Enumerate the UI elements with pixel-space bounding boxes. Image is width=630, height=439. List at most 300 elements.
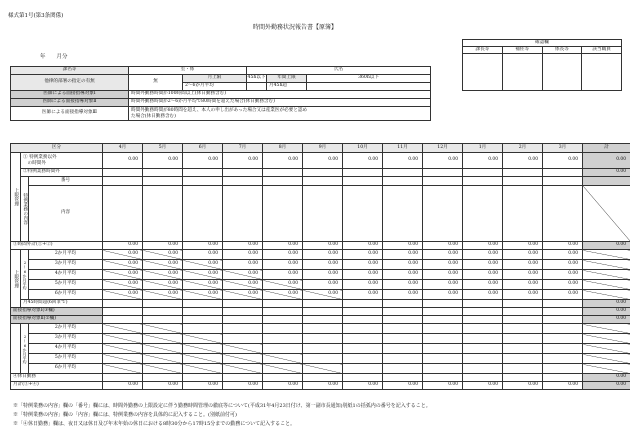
value-cell[interactable] [143,300,183,308]
value-cell[interactable] [263,364,303,374]
value-cell[interactable] [143,364,183,374]
value-cell[interactable] [463,354,503,364]
value-cell[interactable]: 0.00 [383,382,423,390]
value-cell[interactable] [223,374,263,382]
value-cell[interactable]: 0.00 [303,290,343,300]
approval-cell[interactable] [502,54,542,91]
value-cell[interactable] [343,334,383,344]
value-cell[interactable]: 0.00 [303,270,343,280]
value-cell[interactable] [263,374,303,382]
value-cell[interactable]: 0.00 [343,260,383,270]
value-cell[interactable]: 0.00 [543,250,583,260]
row4-label: ④休日勤務 [11,374,103,382]
value-cell[interactable] [143,344,183,354]
value-cell[interactable] [183,324,223,334]
value-cell[interactable]: 0.00 [503,280,543,290]
value-cell[interactable]: 0.00 [183,242,223,250]
value-cell[interactable] [103,186,143,242]
value-cell[interactable]: 0.00 [143,270,183,280]
value-cell[interactable] [183,316,223,324]
value-cell[interactable] [503,308,543,316]
value-cell[interactable]: 0.00 [103,290,143,300]
value-cell[interactable]: 0.00 [263,153,303,169]
note-1: ※「特例業務の内容」欄の「番号」欄には、時間外勤務の上限設定に伴う勤務時間管理の徹底等について(平成31年4月23日付け、第一副市長通知)別紙1の括弧内の番号を記入すること。 [13,403,431,409]
avg-row-label: 3か月平均 [29,334,103,344]
value-cell[interactable]: 0.00 [303,280,343,290]
value-cell[interactable] [223,316,263,324]
value-cell[interactable]: 0.00 [183,280,223,290]
value-cell[interactable] [143,186,183,242]
value-cell[interactable]: 0.00 [503,242,543,250]
value-cell[interactable] [463,364,503,374]
value-cell[interactable] [543,354,583,364]
value-cell[interactable]: 0.00 [543,382,583,390]
value-cell[interactable] [423,316,463,324]
avg-row-label: 2か月平均 [29,250,103,260]
value-cell[interactable]: 0.00 [343,242,383,250]
value-cell[interactable] [343,374,383,382]
value-cell[interactable] [223,186,263,242]
value-cell[interactable]: 0.00 [223,250,263,260]
value-cell[interactable] [543,186,583,242]
value-cell[interactable]: 0.00 [303,153,343,169]
value-cell[interactable] [503,374,543,382]
value-cell[interactable]: 0.00 [263,242,303,250]
value-cell[interactable] [383,308,423,316]
value-cell[interactable]: 0.00 [143,250,183,260]
value-cell[interactable] [423,169,463,177]
row1-label: ① 特例業務以外 の時間外 [21,153,103,169]
value-cell[interactable] [343,186,383,242]
value-cell[interactable] [583,177,630,186]
row2-label: ②特例業務時間外 [21,169,103,177]
value-cell[interactable]: 0.00 [503,250,543,260]
note-3: ※「④休日勤務」欄は、夜日又は休日及び年末年始の休日における8時30分から17時15分までの勤務について記入すること。 [13,421,296,427]
value-cell[interactable]: 0.00 [223,242,263,250]
value-cell[interactable]: 0.00 [383,290,423,300]
value-cell[interactable] [583,364,630,374]
value-cell[interactable]: 0.00 [223,290,263,300]
value-cell[interactable] [103,177,143,186]
value-cell[interactable]: 0.00 [463,280,503,290]
value-cell[interactable] [223,308,263,316]
value-cell[interactable] [583,324,630,334]
upper-mgmt-label: 上限管理 [11,153,21,242]
value-cell[interactable]: 0.00 [583,382,630,390]
value-cell[interactable]: 0.00 [143,242,183,250]
value-cell[interactable]: 0.00 [423,250,463,260]
value-cell[interactable]: 0.00 [423,242,463,250]
value-cell[interactable] [343,308,383,316]
value-cell[interactable] [423,344,463,354]
value-cell[interactable] [383,316,423,324]
value-cell[interactable] [463,308,503,316]
value-cell[interactable]: 0.00 [383,260,423,270]
value-cell[interactable]: 0.00 [343,290,383,300]
value-cell[interactable]: 0.00 [383,242,423,250]
value-cell[interactable] [343,316,383,324]
value-cell[interactable] [303,308,343,316]
value-cell[interactable]: 0.00 [503,260,543,270]
value-cell[interactable] [183,334,223,344]
value-cell[interactable] [503,177,543,186]
value-cell[interactable] [543,316,583,324]
value-cell[interactable]: 0.00 [183,290,223,300]
value-cell[interactable] [103,364,143,374]
value-cell[interactable] [543,334,583,344]
approval-cell[interactable] [542,54,582,91]
value-cell[interactable] [303,169,343,177]
value-cell[interactable]: 0.00 [383,153,423,169]
value-cell[interactable] [423,374,463,382]
value-cell[interactable] [143,334,183,344]
value-cell[interactable]: 0.00 [543,270,583,280]
value-cell[interactable]: 0.00 [143,290,183,300]
value-cell[interactable] [463,316,503,324]
month-header: 5月 [143,144,183,153]
value-cell[interactable] [343,177,383,186]
value-cell[interactable]: 0.00 [143,153,183,169]
value-cell[interactable] [183,169,223,177]
value-cell[interactable]: 0.00 [303,242,343,250]
value-cell[interactable] [303,177,343,186]
value-cell[interactable] [383,344,423,354]
value-cell[interactable]: 0.00 [343,382,383,390]
annual-limit-label: 年間上限 [267,75,307,83]
value-cell[interactable]: 0.00 [463,242,503,250]
value-cell[interactable] [343,364,383,374]
value-cell[interactable] [263,324,303,334]
value-cell[interactable]: 0.00 [423,290,463,300]
year-month-label: 年 月分 [40,54,68,60]
value-cell[interactable] [503,344,543,354]
value-cell[interactable] [383,374,423,382]
value-cell[interactable] [463,324,503,334]
value-cell[interactable]: 0.00 [223,260,263,270]
value-cell[interactable] [183,364,223,374]
value-cell[interactable] [423,308,463,316]
value-cell[interactable]: 0.00 [103,280,143,290]
main-table [10,143,630,390]
value-cell[interactable] [223,300,263,308]
avg-row-label: 4か月平均 [29,270,103,280]
value-cell[interactable] [223,324,263,334]
value-cell[interactable] [383,364,423,374]
month-header: 8月 [263,144,303,153]
value-cell[interactable] [103,300,143,308]
value-cell[interactable] [143,308,183,316]
value-cell[interactable] [303,324,343,334]
month-header: 7月 [223,144,263,153]
value-cell[interactable] [543,364,583,374]
value-cell[interactable]: 0.00 [263,260,303,270]
value-cell[interactable]: 0.00 [183,270,223,280]
value-cell[interactable] [223,334,263,344]
value-cell[interactable]: 0.00 [543,153,583,169]
value-cell[interactable]: 0.00 [423,260,463,270]
value-cell[interactable] [183,308,223,316]
criteria-desc-3: 時間外勤務時間が80時間を超え、本人の申し出があった場合又は産業医が必要と認め た場合(休日勤務含む) [129,107,431,121]
value-cell[interactable]: 0.00 [463,250,503,260]
value-cell[interactable] [183,344,223,354]
value-cell[interactable]: 0.00 [183,153,223,169]
value-cell[interactable] [103,334,143,344]
value-cell[interactable]: 0.00 [423,153,463,169]
value-cell[interactable]: 0.00 [303,250,343,260]
value-cell[interactable] [103,324,143,334]
value-cell[interactable]: 0.00 [263,382,303,390]
value-cell[interactable] [143,354,183,364]
criteria-label-2: 医師による面接指導対象Ⅱ [11,99,129,107]
value-cell[interactable] [103,344,143,354]
month-header: 12月 [423,144,463,153]
value-cell[interactable]: 0.00 [103,250,143,260]
value-cell[interactable] [383,334,423,344]
value-cell[interactable] [423,186,463,242]
avg-label: 2～6か月平均 [183,83,247,91]
value-cell[interactable]: 0.00 [463,270,503,280]
blank [11,324,21,374]
value-cell[interactable]: 0.00 [463,260,503,270]
value-cell[interactable] [543,169,583,177]
value-cell[interactable] [263,344,303,354]
value-cell[interactable]: 0.00 [223,382,263,390]
value-cell[interactable]: 0.00 [183,250,223,260]
value-cell[interactable] [503,186,543,242]
value-cell[interactable]: 0.00 [143,280,183,290]
value-cell[interactable] [543,344,583,354]
value-cell[interactable] [223,354,263,364]
value-cell[interactable]: 0.00 [383,250,423,260]
value-cell[interactable]: 0.00 [583,153,630,169]
value-cell[interactable] [343,344,383,354]
value-cell[interactable]: 0.00 [343,280,383,290]
value-cell[interactable] [423,177,463,186]
value-cell[interactable] [103,316,143,324]
value-cell[interactable]: 0.00 [223,280,263,290]
value-cell[interactable] [143,374,183,382]
value-cell[interactable]: 0.00 [263,250,303,260]
value-cell[interactable] [183,354,223,364]
header-table [10,66,431,121]
value-cell[interactable] [103,308,143,316]
value-cell[interactable] [423,354,463,364]
value-cell[interactable] [463,300,503,308]
value-cell[interactable] [583,280,630,290]
value-cell[interactable] [183,300,223,308]
value-cell[interactable]: 0.00 [303,382,343,390]
value-cell[interactable] [423,334,463,344]
value-cell[interactable] [463,334,503,344]
value-cell[interactable] [503,316,543,324]
value-cell[interactable] [263,308,303,316]
value-cell[interactable]: 0.00 [463,153,503,169]
value-cell[interactable] [143,316,183,324]
value-cell[interactable]: 0.00 [463,290,503,300]
value-cell[interactable] [223,177,263,186]
value-cell[interactable]: 0.00 [143,260,183,270]
value-cell[interactable] [543,324,583,334]
value-cell[interactable] [263,354,303,364]
value-cell[interactable] [303,316,343,324]
value-cell[interactable]: 0.00 [583,300,630,308]
avg-row-label: 3か月平均 [29,260,103,270]
value-cell[interactable] [303,344,343,354]
value-cell[interactable]: 0.00 [583,316,630,324]
value-cell[interactable] [463,169,503,177]
value-cell[interactable] [583,290,630,300]
value-cell[interactable]: 0.00 [103,260,143,270]
approval-table [462,39,622,91]
value-cell[interactable] [343,169,383,177]
value-cell[interactable]: 0.00 [263,280,303,290]
value-cell[interactable] [303,374,343,382]
over45-label: 月45h超 [267,83,307,91]
value-cell[interactable] [303,300,343,308]
value-cell[interactable] [183,177,223,186]
value-cell[interactable] [423,364,463,374]
value-cell[interactable]: 0.00 [543,290,583,300]
value-cell[interactable] [463,177,503,186]
value-cell[interactable]: 0.00 [543,280,583,290]
value-cell[interactable] [583,270,630,280]
value-cell[interactable] [503,300,543,308]
value-cell[interactable] [103,169,143,177]
value-cell[interactable]: 0.00 [383,270,423,280]
value-cell[interactable]: 0.00 [103,270,143,280]
value-cell[interactable] [463,186,503,242]
value-cell[interactable]: 0.00 [383,280,423,290]
value-cell[interactable] [263,334,303,344]
month-header: 9月 [303,144,343,153]
blank [247,83,267,91]
value-cell[interactable]: 0.00 [183,382,223,390]
value-cell[interactable]: 0.00 [583,169,630,177]
value-cell[interactable] [583,250,630,260]
value-cell[interactable]: 0.00 [543,242,583,250]
value-cell[interactable] [503,354,543,364]
value-cell[interactable] [263,177,303,186]
value-cell[interactable] [263,316,303,324]
value-cell[interactable]: 0.00 [423,382,463,390]
form-label: 様式第1号(第3条関係) [8,13,64,19]
value-cell[interactable] [543,177,583,186]
value-cell[interactable] [503,364,543,374]
approval-col: 補佐等 [502,47,542,54]
value-cell[interactable] [263,300,303,308]
value-cell[interactable]: 0.00 [583,242,630,250]
value-cell[interactable]: 0.00 [503,153,543,169]
value-cell[interactable] [143,169,183,177]
value-cell[interactable] [583,344,630,354]
value-cell[interactable] [383,324,423,334]
value-cell[interactable]: 0.00 [343,153,383,169]
value-cell[interactable] [383,186,423,242]
value-cell[interactable] [343,354,383,364]
value-cell[interactable]: 0.00 [343,270,383,280]
value-cell[interactable] [583,186,630,242]
value-cell[interactable] [583,354,630,364]
value-cell[interactable]: 0.00 [423,280,463,290]
value-cell[interactable]: 0.00 [303,260,343,270]
value-cell[interactable] [343,324,383,334]
value-cell[interactable] [503,169,543,177]
special-label: 特例業務の内容 [21,177,29,242]
value-cell[interactable] [583,260,630,270]
value-cell[interactable] [383,354,423,364]
value-cell[interactable] [303,364,343,374]
value-cell[interactable] [103,354,143,364]
value-cell[interactable] [423,324,463,334]
value-cell[interactable] [183,186,223,242]
value-cell[interactable] [263,169,303,177]
value-cell[interactable]: 0.00 [543,260,583,270]
value-cell[interactable]: 0.00 [183,260,223,270]
value-cell[interactable] [103,374,143,382]
approval-col: 係長等 [542,47,582,54]
value-cell[interactable]: 0.00 [223,153,263,169]
interview-vertical: 2～6か月平均 [21,324,29,374]
value-cell[interactable] [143,177,183,186]
value-cell[interactable] [543,374,583,382]
value-cell[interactable]: 0.00 [423,270,463,280]
value-cell[interactable]: 0.00 [503,382,543,390]
value-cell[interactable]: 0.00 [143,382,183,390]
value-cell[interactable] [223,364,263,374]
value-cell[interactable] [423,300,463,308]
value-cell[interactable] [263,186,303,242]
value-cell[interactable] [383,177,423,186]
value-cell[interactable] [503,324,543,334]
value-cell[interactable] [303,186,343,242]
content-label: 内容 [29,186,103,242]
value-cell[interactable]: 0.00 [503,270,543,280]
value-cell[interactable]: 0.00 [263,270,303,280]
value-cell[interactable]: 0.00 [103,153,143,169]
number-label: 番号 [29,177,103,186]
value-cell[interactable] [383,169,423,177]
value-cell[interactable] [143,324,183,334]
over45-row: 月45時間超(6回まで) [21,300,103,308]
value-cell[interactable]: 0.00 [583,308,630,316]
value-cell[interactable] [223,169,263,177]
value-cell[interactable] [463,374,503,382]
value-cell[interactable]: 0.00 [103,382,143,390]
value-cell[interactable]: 0.00 [343,250,383,260]
approval-cell[interactable] [463,54,503,91]
value-cell[interactable]: 0.00 [503,290,543,300]
criteria-label-3: 医師による面接指導対象Ⅲ [11,107,129,121]
value-cell[interactable] [223,344,263,354]
value-cell[interactable] [463,344,503,354]
value-cell[interactable]: 0.00 [583,374,630,382]
value-cell[interactable] [503,334,543,344]
value-cell[interactable] [543,300,583,308]
value-cell[interactable] [583,334,630,344]
value-cell[interactable] [543,308,583,316]
value-cell[interactable]: 0.00 [263,290,303,300]
value-cell[interactable] [303,334,343,344]
value-cell[interactable] [183,374,223,382]
value-cell[interactable]: 0.00 [223,270,263,280]
value-cell[interactable] [303,354,343,364]
value-cell[interactable] [383,300,423,308]
value-cell[interactable]: 0.00 [463,382,503,390]
approval-cell[interactable] [582,54,622,91]
criteria-label-1: 医師による面接指導対象Ⅰ [11,91,129,99]
value-cell[interactable]: 0.00 [103,242,143,250]
value-cell[interactable] [343,300,383,308]
